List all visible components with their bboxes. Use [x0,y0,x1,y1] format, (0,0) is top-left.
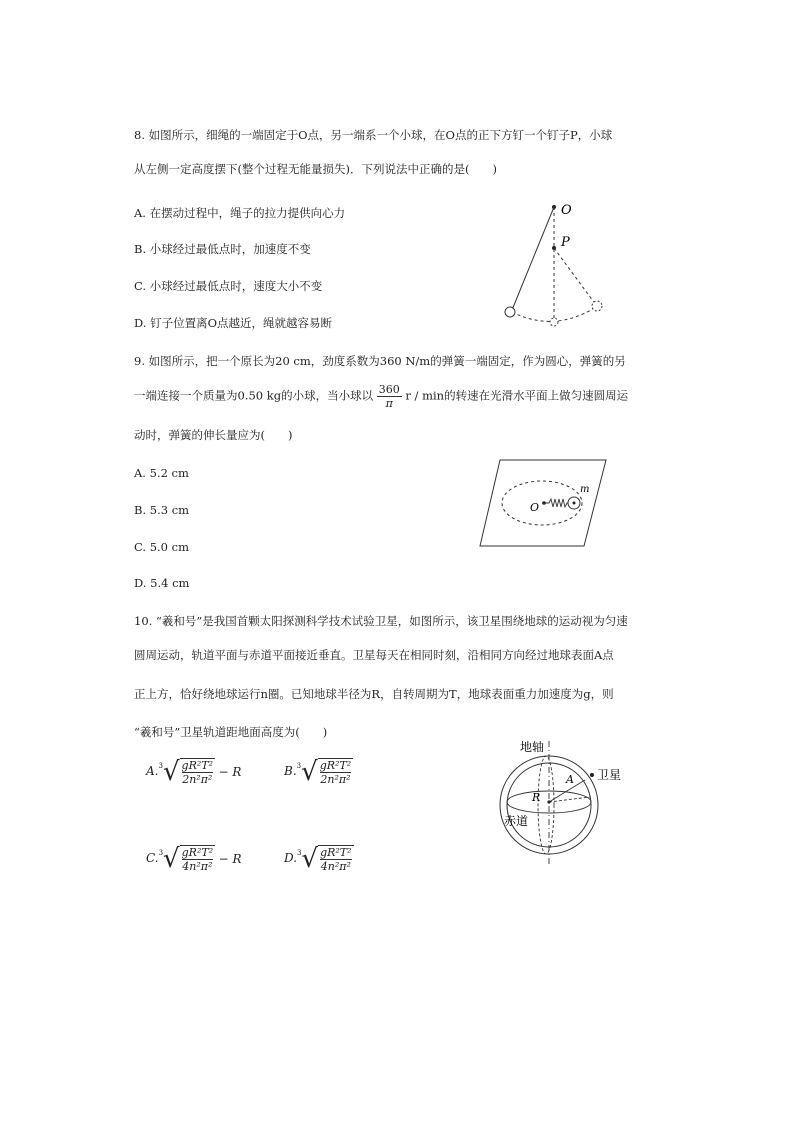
root-index: 3 [158,762,163,770]
option-a-tail: − R [218,765,242,779]
root-index: 3 [158,849,164,857]
q9-line2-post: r / min的转速在光滑水平面上做匀速圆周运 [405,388,629,403]
numerator: gR²T² [319,759,352,772]
numerator: gR²T² [181,846,214,859]
denominator: 4n²π² [320,860,351,873]
q9-option-a[interactable]: A. 5.2 cm [134,466,189,480]
option-b-label: B. [284,764,297,778]
q8-option-c[interactable]: C. 小球经过最低点时，速度大小不变 [134,279,323,293]
label-r: R [532,791,541,804]
q10-option-d[interactable] [284,845,354,873]
q9-line2-pre: 一端连接一个质量为0.50 kg的小球，当小球以 [134,388,374,403]
root-index: 3 [296,762,302,770]
spring [545,499,570,507]
label-a: A [566,773,574,786]
denominator: 2n²π² [320,773,351,786]
numerator: gR²T² [181,759,214,772]
orbit-plane [538,756,554,854]
string-left [512,207,554,310]
q9-stem-line2 [134,383,628,410]
label-m: m [580,484,590,495]
option-d-label: D. [284,851,298,865]
q10-earth-satellite-figure [488,735,638,870]
q8-pendulum-figure [495,195,625,335]
denominator: 4n²π² [182,860,213,873]
q10-option-b[interactable] [284,758,353,786]
q10-stem-line4: “羲和号”卫星轨道距地面高度为( ) [134,725,328,739]
q8-option-a[interactable]: A. 在摆动过程中，绳子的拉力提供向心力 [134,206,346,220]
q9-frac-num: 360 [378,383,400,396]
q10-stem-line1: 10. “羲和号”是我国首颗太阳探测科学技术试验卫星，如图所示，该卫星围绕地球的运动视为匀速 [134,614,628,628]
cube-root-c: $^3$√ $\frac{\text{gR²T²}}{\text{4n²π²}}$ [158,844,214,874]
numerator: gR²T² [320,846,352,859]
q9-option-c[interactable]: C. 5.0 cm [134,540,189,554]
q9-stem-line3: 动时，弹簧的伸长量应为( ) [134,428,293,442]
ball-left [505,307,515,317]
ball-bottom [550,318,558,326]
option-a-label: A. [146,764,159,778]
q10-option-a[interactable] [146,758,241,786]
option-c-label: C. [146,851,159,865]
q9-spring-figure [478,457,610,549]
label-p: P [561,235,570,250]
option-c-tail: − R [218,852,242,866]
q10-option-c[interactable] [146,845,242,873]
earth-center [547,800,550,803]
label-satellite: 卫星 [597,768,622,782]
q9-option-b[interactable]: B. 5.3 cm [134,503,190,517]
q9-rpm-fraction [377,383,402,410]
label-equator: 赤道 [504,814,529,828]
q9-option-d[interactable]: D. 5.4 cm [134,576,190,590]
ball-m-center [573,502,576,505]
string-right [554,248,596,305]
q10-stem-line3: 正上方，恰好绕地球运行n圈。已知地球半径为R，自转周期为T，地球表面重力加速度为g，则 [134,687,614,701]
label-o: O [530,501,540,514]
q9-stem-line1: 9. 如图所示，把一个原长为20 cm，劲度系数为360 N/m的弹簧一端固定，作为圆心，弹簧的另 [134,354,626,368]
cube-root-b: $^3$√ $\frac{\text{gR²T²}}{\text{2n²π²}}$ [296,757,352,787]
q8-stem-line1: 8. 如图所示，细绳的一端固定于O点，另一端系一个小球，在O点的正下方钉一个钉子P，小球 [134,128,613,142]
ball-right [592,301,602,311]
q8-stem-line2: 从左侧一定高度摆下(整个过程无能量损失)．下列说法中正确的是( ) [134,162,497,176]
q8-option-d[interactable]: D. 钉子位置离O点越近，绳就越容易断 [134,316,333,330]
satellite-point [590,773,594,777]
q9-frac-den: π [385,397,393,410]
root-index: 3 [297,849,302,857]
label-o: O [561,203,572,218]
denominator: 2n²π² [182,773,213,786]
q8-option-b[interactable]: B. 小球经过最低点时，加速度不变 [134,242,311,256]
cube-root-d: $^3$√ $\frac{\text{gR²T²}}{\text{4n²π²}}$ [297,844,352,874]
label-earth-axis: 地轴 [520,740,545,754]
cube-root-a: $^3$√ $\frac{\text{gR²T²}}{\text{2n²π²}}$ [158,757,214,787]
q10-stem-line2: 圆周运动，轨道平面与赤道平面接近垂直。卫星每天在相同时刻，沿相同方向经过地球表面A点 [134,648,614,662]
